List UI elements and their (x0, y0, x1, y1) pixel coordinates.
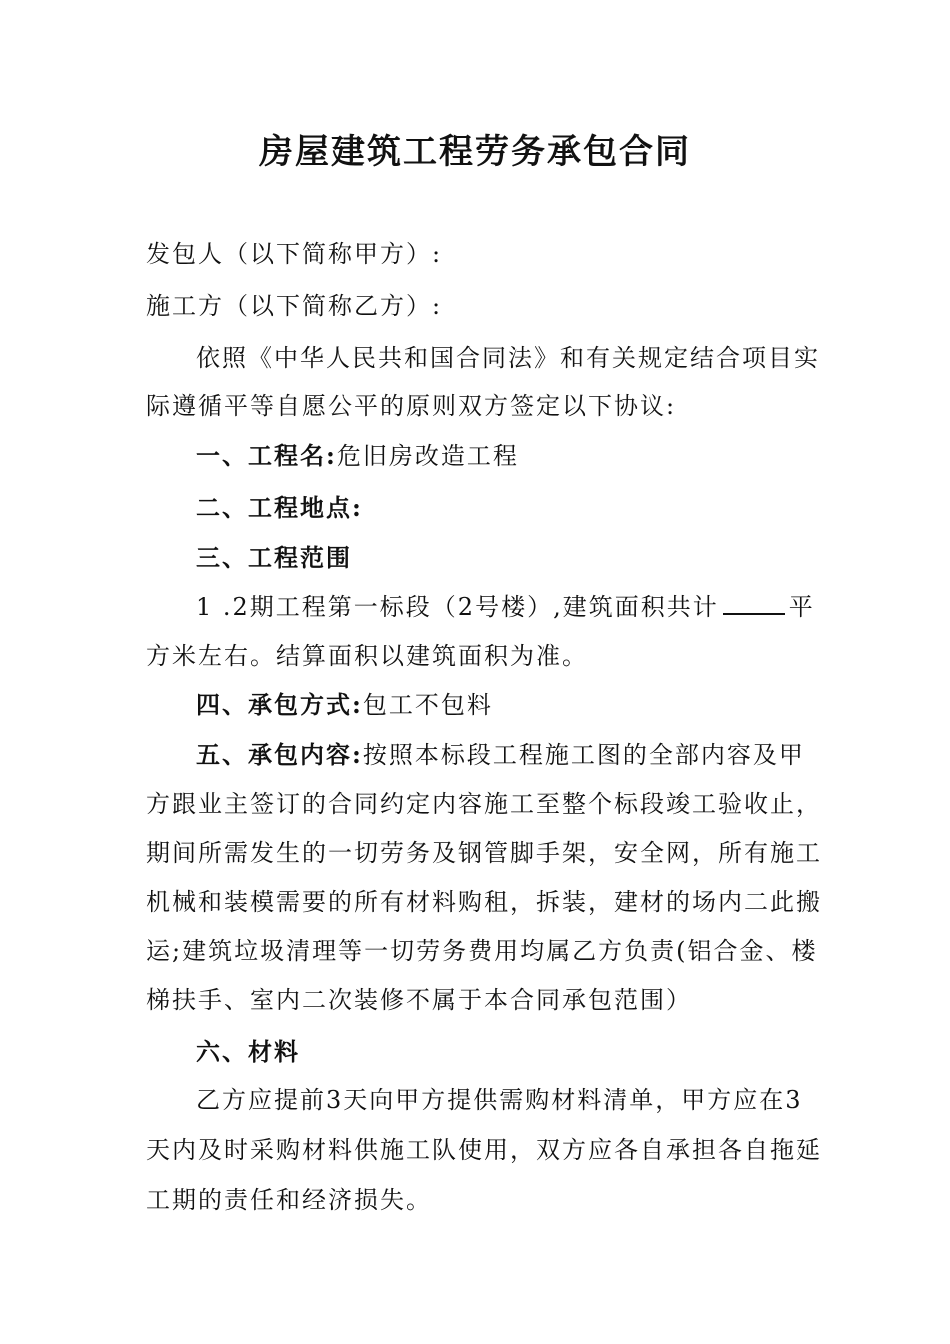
section-6-line-2: 天内及时采购材料供施工队使用，双方应各自承担各自拖延 (146, 1136, 822, 1164)
section-3-text-1 (196, 587, 860, 622)
section-1-value: 危旧房改造工程 (336, 442, 519, 470)
section-5-heading: 五、承包内容: (196, 740, 363, 769)
section-4-heading: 四、承包方式: (196, 690, 363, 719)
section-4 (196, 685, 860, 720)
section-5-text-1: 按照本标段工程施工图的全部内容及甲 (362, 741, 805, 769)
contractor-line: 施工方（以下简称乙方）: (146, 292, 443, 320)
area-blank-underline (723, 591, 785, 615)
section-3-text-1a: 1 .2期工程第一标段（2号楼）,建筑面积共计 (196, 593, 719, 621)
employer-line: 发包人（以下简称甲方）: (146, 240, 443, 268)
document-title: 房屋建筑工程劳务承包合同 (259, 132, 691, 172)
section-1-heading: 一、工程名: (196, 441, 337, 470)
section-5-line-2: 方跟业主签订的合同约定内容施工至整个标段竣工验收止， (146, 790, 822, 818)
section-6-line-3: 工期的责任和经济损失。 (146, 1186, 432, 1214)
section-3-text-1b: 平 (788, 593, 815, 621)
section-5-line-5: 运;建筑垃圾清理等一切劳务费用均属乙方负责(铝合金、楼 (146, 937, 818, 965)
section-5-line-4: 机械和装模需要的所有材料购租，拆装，建材的场内二此搬 (146, 888, 822, 916)
section-6-line-1: 乙方应提前3天向甲方提供需购材料清单，甲方应在3 (196, 1086, 803, 1114)
section-5-line-6: 梯扶手、室内二次装修不属于本合同承包范围） (146, 986, 692, 1014)
section-3-heading: 三、工程范围 (196, 543, 352, 572)
section-5-line-1 (196, 735, 860, 770)
section-6-heading: 六、材料 (196, 1037, 300, 1066)
section-3-text-2: 方米左右。结算面积以建筑面积为准。 (146, 642, 588, 670)
section-5-line-3: 期间所需发生的一切劳务及钢管脚手架，安全网，所有施工 (146, 839, 822, 867)
section-4-value: 包工不包料 (362, 691, 493, 719)
intro-line-2: 际遵循平等自愿公平的原则双方签定以下协议: (146, 392, 677, 420)
section-1 (196, 436, 860, 471)
section-2-heading: 二、工程地点: (196, 493, 363, 522)
intro-line-1: 依照《中华人民共和国合同法》和有关规定结合项目实 (196, 344, 820, 372)
